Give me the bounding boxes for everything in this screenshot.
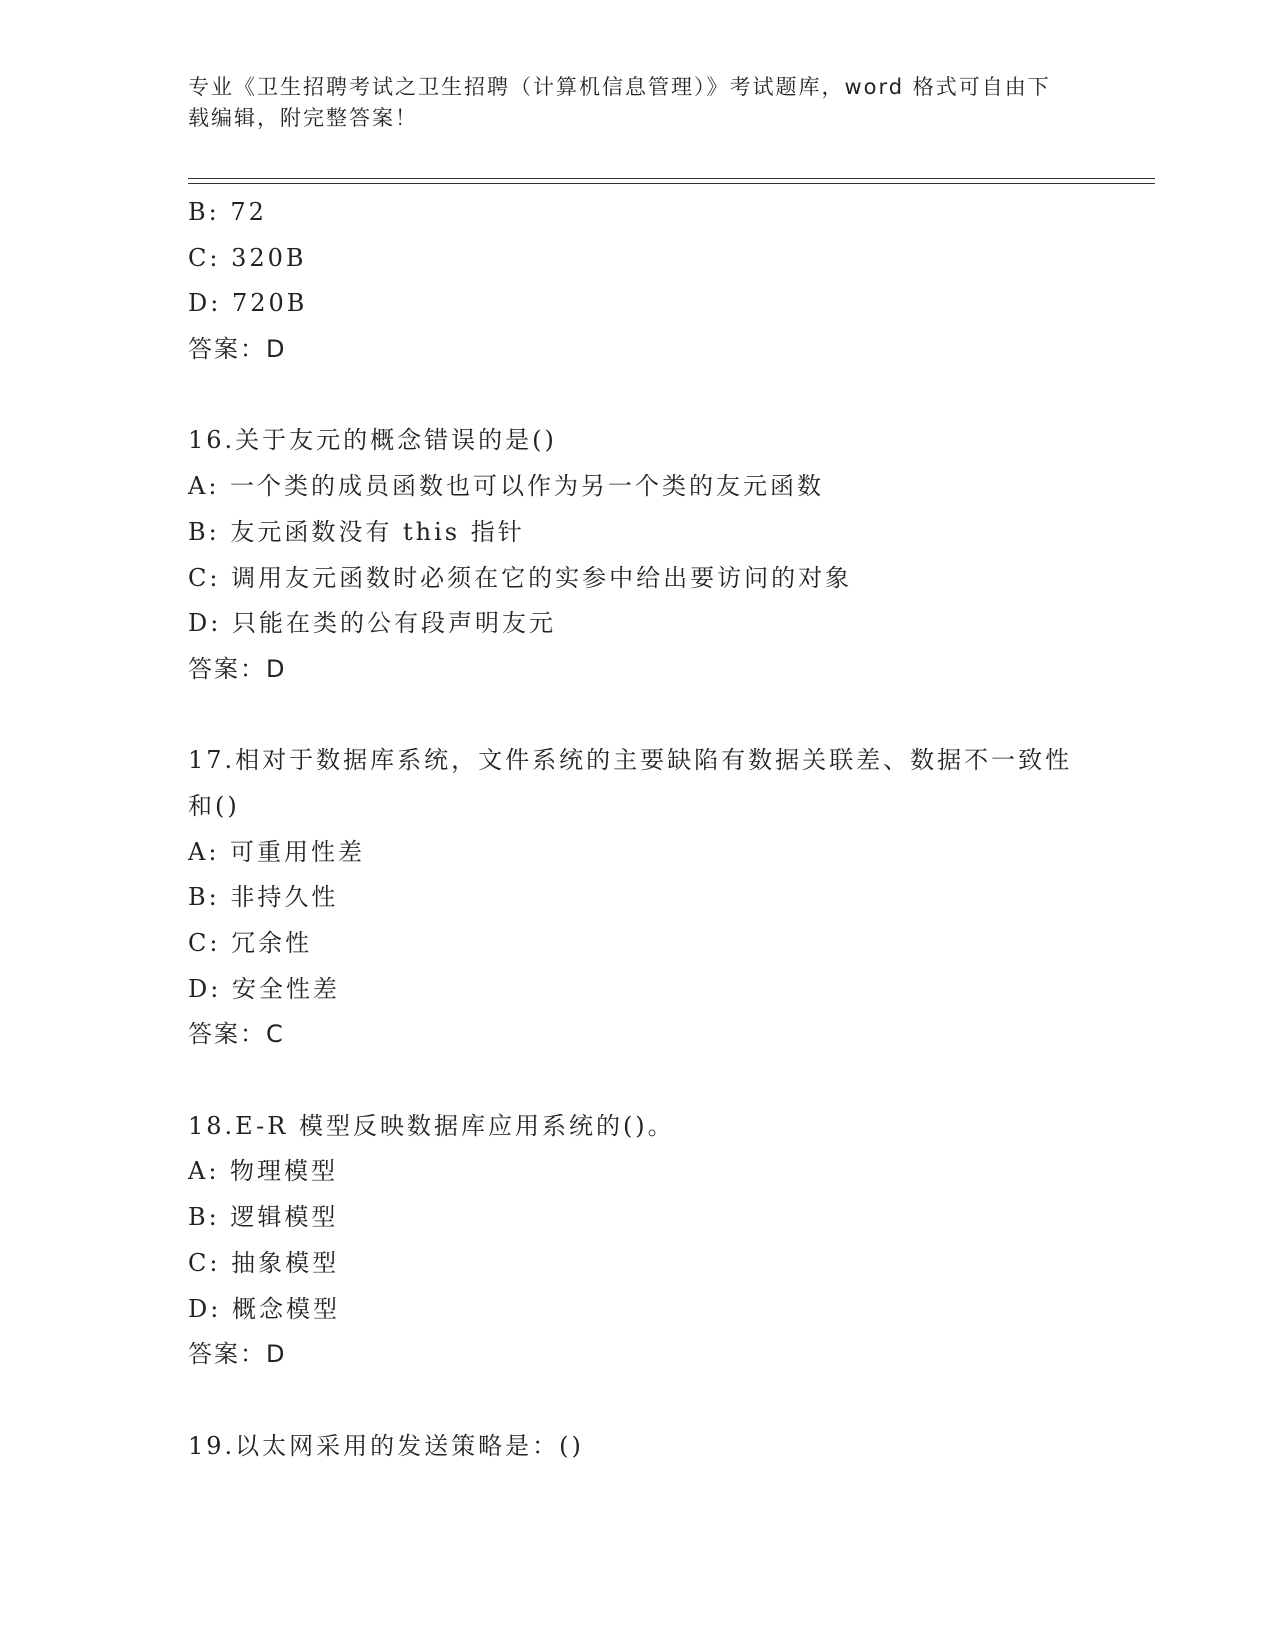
option-c: C: 320B <box>188 243 307 272</box>
option-b: B: 友元函数没有 this 指针 <box>188 517 525 546</box>
question-stem: 19.以太网采用的发送策略是：() <box>188 1431 584 1460</box>
answer: 答案：D <box>188 654 287 683</box>
option-c: C: 抽象模型 <box>188 1248 340 1277</box>
header-divider-top <box>188 178 1155 179</box>
question-stem: 18.E-R 模型反映数据库应用系统的()。 <box>188 1111 675 1140</box>
option-b: B: 逻辑模型 <box>188 1203 339 1232</box>
option-d: D: 安全性差 <box>188 974 340 1003</box>
option-d: D: 只能在类的公有段声明友元 <box>188 609 556 638</box>
answer: 答案：D <box>188 335 287 364</box>
document-header: 专业《卫生招聘考试之卫生招聘（计算机信息管理）》考试题库，word 格式可自由下载编辑，附完整答案！ <box>188 75 1051 130</box>
question-list <box>188 190 1088 1469</box>
option-c: C: 调用友元函数时必须在它的实参中给出要访问的对象 <box>188 563 853 592</box>
answer: 答案：C <box>188 1020 285 1049</box>
option-b: B: 非持久性 <box>188 883 339 912</box>
answer: 答案：D <box>188 1340 287 1369</box>
option-d: D: 720B <box>188 289 308 318</box>
option-a: A: 可重用性差 <box>188 837 366 866</box>
question-18 <box>188 1104 1088 1378</box>
option-d: D: 概念模型 <box>188 1294 340 1323</box>
option-a: A: 一个类的成员函数也可以作为另一个类的友元函数 <box>188 472 825 501</box>
question-17 <box>188 738 1088 1058</box>
option-c: C: 冗余性 <box>188 929 313 958</box>
question-19 <box>188 1424 1088 1470</box>
header-divider-bottom <box>188 183 1155 184</box>
question-stem: 16.关于友元的概念错误的是() <box>188 426 557 455</box>
option-b: B: 72 <box>188 198 267 226</box>
question-stem: 17.相对于数据库系统，文件系统的主要缺陷有数据关联差、数据不一致性和() <box>188 746 1073 820</box>
question-15-continued <box>188 190 1088 373</box>
question-16 <box>188 418 1088 692</box>
option-a: A: 物理模型 <box>188 1157 339 1186</box>
